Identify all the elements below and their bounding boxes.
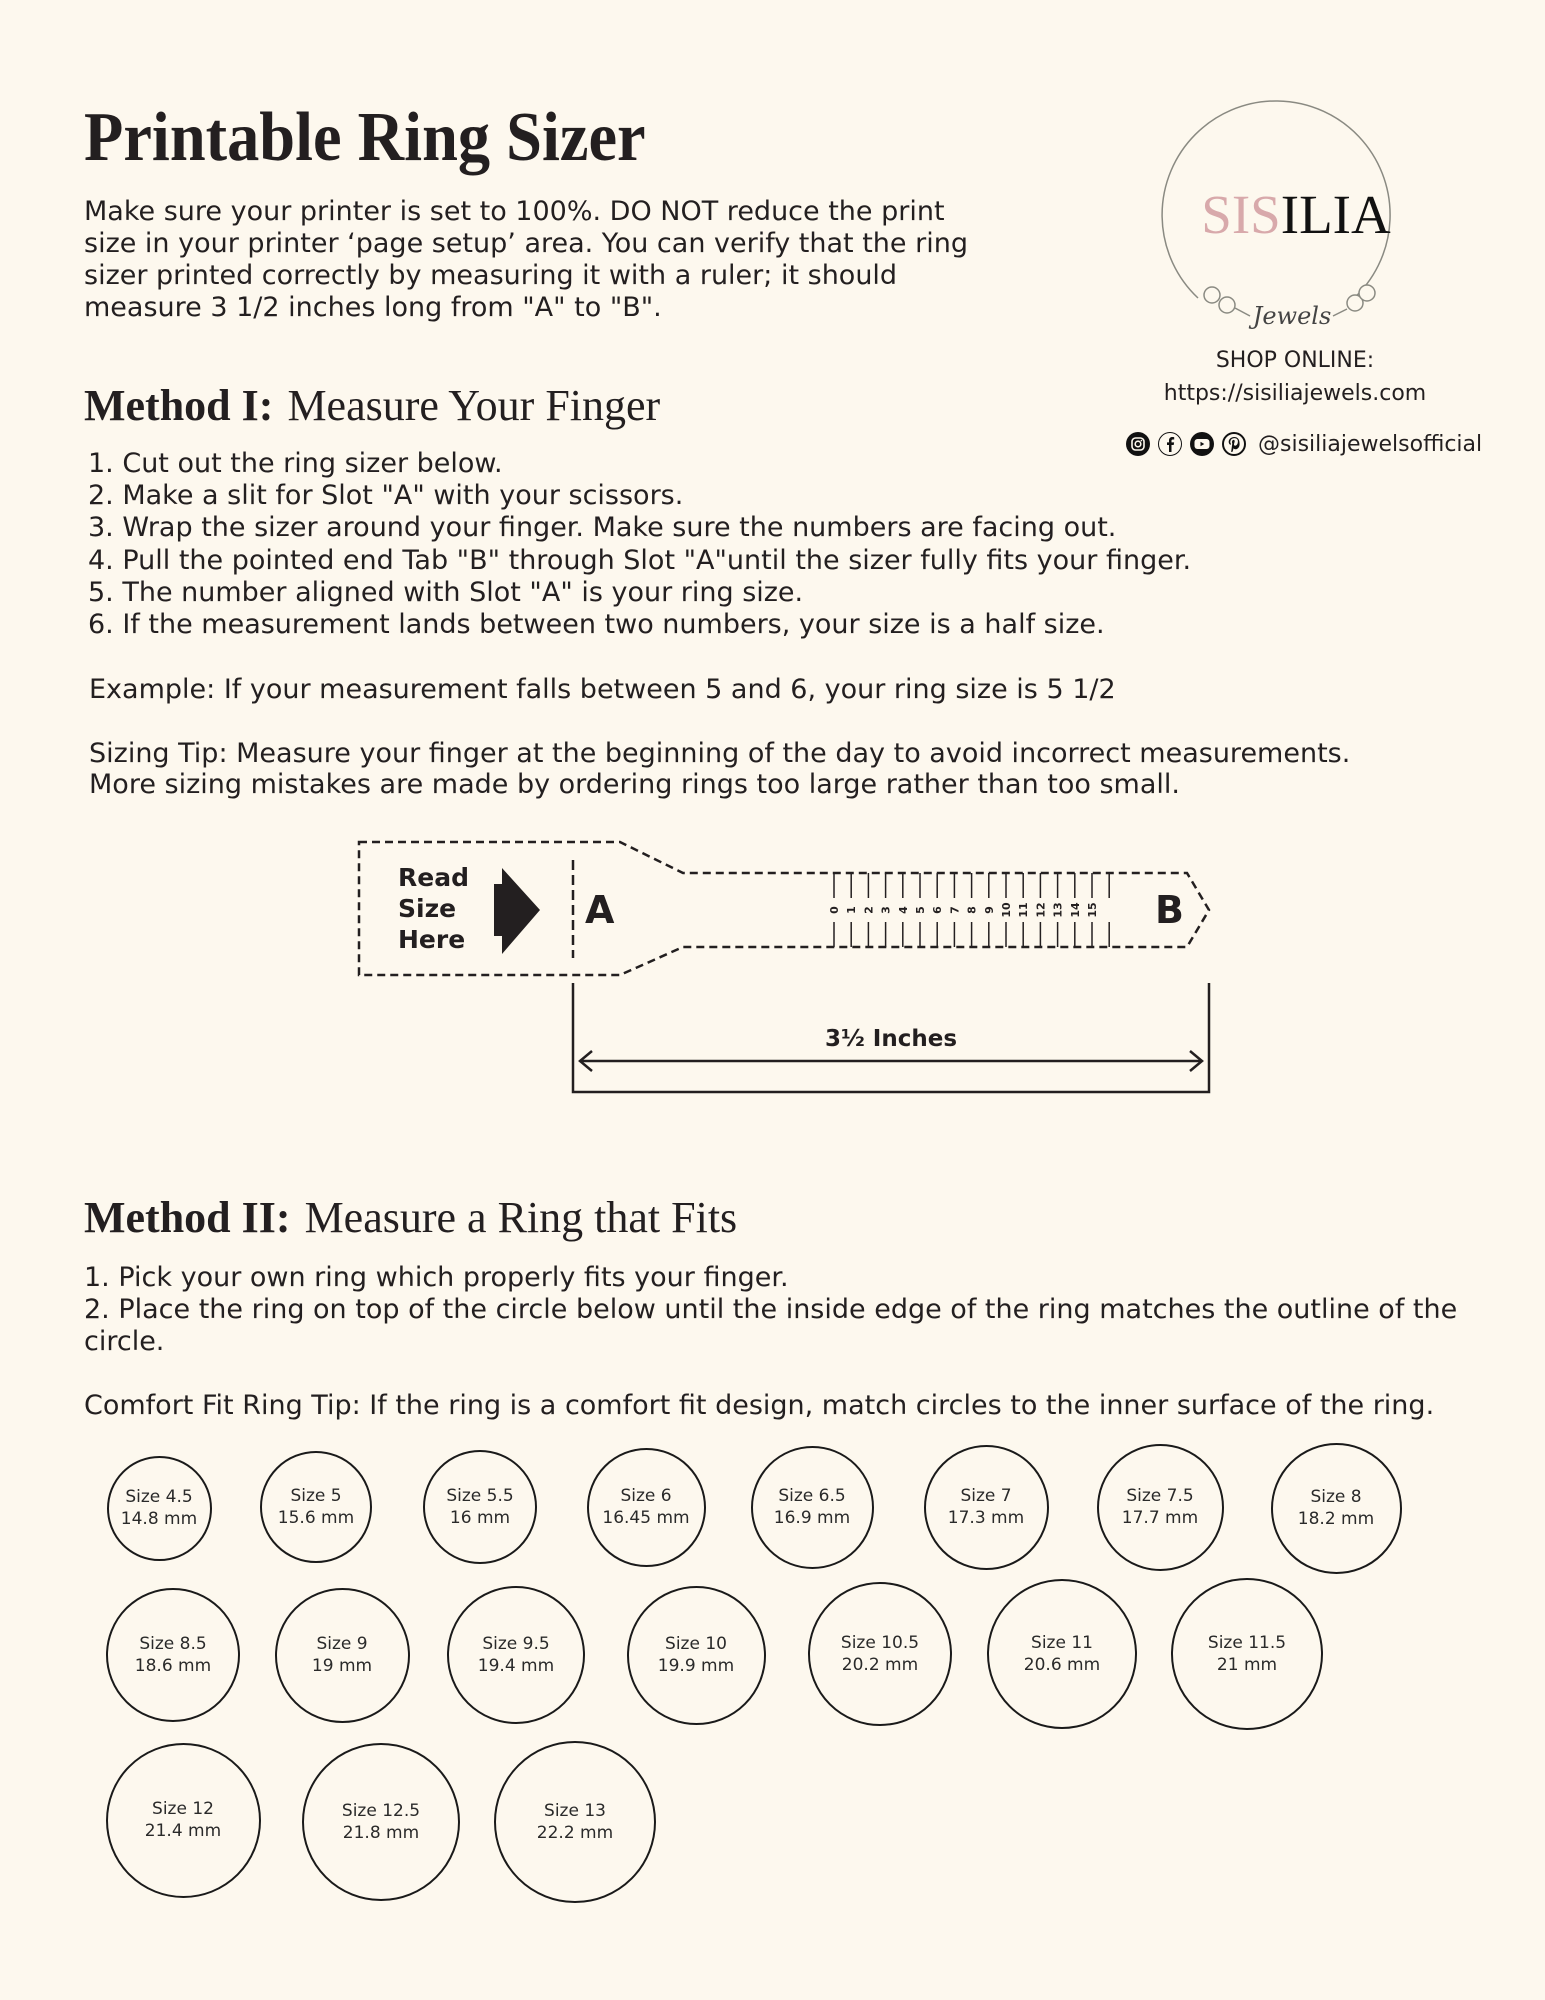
arrow-right-icon	[494, 868, 540, 954]
ring-diameter-label: 17.7 mm	[1121, 1508, 1199, 1528]
ring-size-circle	[1271, 1443, 1402, 1574]
sizing-tip	[89, 738, 1350, 800]
ring-diameter-label: 18.2 mm	[1297, 1509, 1375, 1529]
step-item: 6. If the measurement lands between two numbers, your size is a half size.	[88, 609, 1105, 641]
method-2-heading-label: Method II:	[84, 1193, 291, 1242]
scale-number: 13	[1051, 902, 1065, 918]
ring-diameter-label: 16.9 mm	[773, 1508, 851, 1528]
ring-size-label: Size 12	[152, 1799, 214, 1819]
ring-diameter-label: 19.9 mm	[657, 1656, 735, 1676]
step-item: circle.	[84, 1326, 165, 1357]
ring-size-label: Size 6	[620, 1486, 672, 1506]
method-1-heading-label: Method I:	[84, 381, 274, 430]
read-size-here-label: Size	[398, 894, 457, 923]
ring-size-label: Size 8	[1310, 1487, 1362, 1507]
intro-line: measure 3 1/2 inches long from "A" to "B".	[84, 292, 662, 323]
intro-line: size in your printer ‘page setup’ area. You can verify that the ring	[84, 228, 968, 259]
slot-a-label: A	[585, 888, 615, 932]
read-size-here-label: Read	[398, 863, 469, 892]
youtube-icon[interactable]	[1190, 432, 1214, 456]
ring-size-circle	[924, 1445, 1049, 1570]
ring-size-circle	[751, 1446, 874, 1569]
ring-sizer-cutout	[0, 820, 1545, 1110]
ring-size-circle	[447, 1586, 585, 1724]
ring-diameter-label: 17.3 mm	[947, 1508, 1025, 1528]
ring-diameter-label: 16.45 mm	[602, 1508, 690, 1528]
length-label: 3½ Inches	[824, 1026, 958, 1052]
logo-wordmark	[1201, 184, 1391, 245]
scale-number: 11	[1017, 902, 1031, 918]
step-item: 1. Cut out the ring sizer below.	[88, 448, 503, 479]
logo-wordmark-dark: ILIA	[1280, 184, 1391, 245]
ring-diameter-label: 19 mm	[311, 1656, 373, 1676]
ring-size-circle	[302, 1743, 460, 1901]
ring-size-circle	[423, 1450, 537, 1564]
ring-diameter-label: 18.6 mm	[134, 1656, 212, 1676]
ring-diameter-label: 21 mm	[1216, 1655, 1278, 1675]
ring-diameter-label: 14.8 mm	[120, 1509, 198, 1529]
ring-size-circle	[494, 1741, 656, 1903]
step-item: 2. Place the ring on top of the circle below until the inside edge of the ring matches the outline of the	[84, 1294, 1458, 1325]
ring-size-circle	[808, 1582, 952, 1726]
ring-diameter-label: 22.2 mm	[536, 1823, 614, 1843]
ring-size-circle	[627, 1586, 766, 1725]
scale-number: 10	[1000, 902, 1013, 918]
ring-size-label: Size 7.5	[1126, 1486, 1194, 1506]
shop-online-label: SHOP ONLINE:	[1215, 348, 1375, 373]
ring-size-label: Size 5	[290, 1486, 342, 1506]
sizing-tip-line: More sizing mistakes are made by ordering rings too large rather than too small.	[89, 769, 1180, 800]
ring-size-circle	[275, 1588, 410, 1723]
brand-logo	[1150, 90, 1440, 340]
scale-number: 15	[1086, 902, 1099, 918]
ring-size-label: Size 11.5	[1207, 1633, 1287, 1653]
method-1-heading-title: Measure Your Finger	[287, 381, 661, 430]
intro-line: sizer printed correctly by measuring it with a ruler; it should	[84, 260, 898, 291]
method-2-heading-title: Measure a Ring that Fits	[304, 1193, 738, 1242]
ring-size-label: Size 6.5	[778, 1486, 846, 1506]
read-size-here-label: Here	[398, 925, 466, 954]
ring-diameter-label: 21.8 mm	[342, 1823, 420, 1843]
scale-number: 6	[931, 906, 945, 914]
ring-size-label: Size 13	[544, 1801, 606, 1821]
step-item: 2. Make a slit for Slot "A" with your scissors.	[88, 480, 684, 512]
ring-size-label: Size 5.5	[446, 1486, 514, 1506]
ring-size-circle	[260, 1451, 372, 1563]
ring-diameter-label: 20.6 mm	[1023, 1655, 1101, 1675]
ring-size-label: Size 8.5	[139, 1634, 207, 1654]
ring-size-circle	[1171, 1578, 1323, 1730]
ring-size-label: Size 7	[960, 1486, 1012, 1506]
step-item: 1. Pick your own ring which properly fits your finger.	[84, 1262, 789, 1293]
shop-url-link[interactable]: https://sisiliajewels.com	[1163, 381, 1427, 406]
comfort-fit-tip: Comfort Fit Ring Tip: If the ring is a comfort fit design, match circles to the inner surface of the ring.	[84, 1390, 1435, 1421]
method-1-steps	[88, 448, 1191, 641]
ring-size-circle	[106, 1588, 240, 1722]
scale-number: 8	[965, 906, 979, 914]
logo-chain	[1235, 308, 1250, 316]
logo-wordmark-pink: SIS	[1201, 184, 1281, 245]
ring-size-circle	[587, 1448, 706, 1567]
ring-diameter-label: 19.4 mm	[477, 1656, 555, 1676]
ring-size-circle	[107, 1456, 212, 1561]
ring-size-circle	[1097, 1444, 1224, 1571]
scale-number: 12	[1034, 902, 1048, 918]
logo-bead	[1359, 285, 1375, 301]
pinterest-icon[interactable]	[1222, 432, 1246, 456]
scale-number: 7	[948, 906, 962, 914]
method-2-steps	[84, 1262, 1524, 1358]
scale-number: 9	[982, 906, 996, 914]
logo-subtitle: Jewels	[1252, 302, 1332, 330]
ring-diameter-label: 15.6 mm	[277, 1508, 355, 1528]
scale-number: 0	[828, 906, 841, 914]
ring-diameter-label: 21.4 mm	[144, 1821, 222, 1841]
method-1-heading	[84, 380, 660, 431]
ring-size-circle	[106, 1743, 261, 1898]
intro-paragraph	[84, 196, 1024, 324]
scale-number: 1	[845, 906, 859, 914]
ring-diameter-label: 20.2 mm	[841, 1655, 919, 1675]
ring-size-label: Size 9.5	[482, 1634, 550, 1654]
logo-bead	[1219, 297, 1235, 313]
scale-number: 4	[896, 906, 910, 914]
intro-line: Make sure your printer is set to 100%. DO NOT reduce the print	[84, 196, 945, 227]
sizer-scale	[828, 873, 1109, 947]
scale-number: 3	[879, 906, 893, 914]
scale-number: 14	[1068, 902, 1082, 918]
logo-bead	[1204, 287, 1220, 303]
page-title: Printable Ring Sizer	[84, 99, 646, 176]
scale-number: 2	[862, 906, 876, 914]
ring-size-label: Size 10.5	[840, 1633, 920, 1653]
ring-size-label: Size 12.5	[341, 1801, 421, 1821]
ring-size-label: Size 10	[665, 1634, 727, 1654]
scale-number: 5	[914, 906, 927, 914]
sizing-tip-line: Sizing Tip: Measure your finger at the beginning of the day to avoid incorrect measurements.	[89, 738, 1351, 769]
step-item: 5. The number aligned with Slot "A" is your ring size.	[88, 576, 804, 608]
step-item: 3. Wrap the sizer around your finger. Make sure the numbers are facing out.	[88, 512, 1117, 544]
ring-size-label: Size 4.5	[125, 1487, 193, 1507]
ring-size-label: Size 11	[1031, 1633, 1093, 1653]
ring-size-label: Size 9	[316, 1634, 368, 1654]
ring-size-circle	[987, 1579, 1137, 1729]
example-text: Example: If your measurement falls between 5 and 6, your ring size is 5 1/2	[89, 674, 1116, 705]
step-item: 4. Pull the pointed end Tab "B" through Slot "A"until the sizer fully fits your finger.	[88, 544, 1192, 576]
logo-chain	[1333, 309, 1347, 316]
social-handle[interactable]: @sisiliajewelsofficial	[1258, 431, 1483, 457]
tab-b-label: B	[1155, 888, 1184, 932]
ring-diameter-label: 16 mm	[449, 1508, 511, 1528]
method-2-heading	[84, 1192, 737, 1243]
